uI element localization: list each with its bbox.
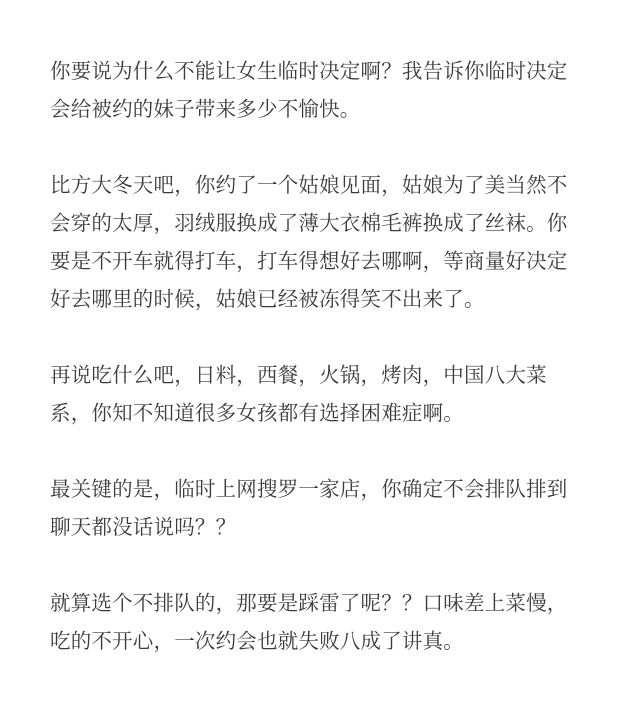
paragraph-line: 会穿的太厚，羽绒服换成了薄大衣棉毛裤换成了丝袜。你	[50, 211, 568, 235]
paragraph-line: 最关键的是，临时上网搜罗一家店，你确定不会排队排到	[50, 477, 568, 501]
paragraph-line: 会给被约的妹子带来多少不愉快。	[50, 97, 361, 121]
paragraph-line: 好去哪里的时候，姑娘已经被冻得笑不出来了。	[50, 287, 485, 311]
paragraph-2	[50, 166, 610, 318]
paragraph-line: 聊天都没话说吗？？	[50, 515, 237, 539]
paragraph-line: 再说吃什么吧，日料，西餐，火锅，烤肉，中国八大菜	[50, 363, 547, 387]
paragraph-line: 吃的不开心，一次约会也就失败八成了讲真。	[50, 629, 464, 653]
article-body	[50, 52, 610, 698]
paragraph-4	[50, 470, 610, 546]
paragraph-line: 系，你知不知道很多女孩都有选择困难症啊。	[50, 401, 464, 425]
paragraph-line: 要是不开车就得打车，打车得想好去哪啊，等商量好决定	[50, 249, 568, 273]
paragraph-1	[50, 52, 610, 128]
paragraph-5	[50, 584, 610, 660]
paragraph-3	[50, 356, 610, 432]
paragraph-line: 你要说为什么不能让女生临时决定啊？我告诉你临时决定	[50, 59, 568, 83]
paragraph-line: 比方大冬天吧，你约了一个姑娘见面，姑娘为了美当然不	[50, 173, 568, 197]
paragraph-line: 就算选个不排队的，那要是踩雷了呢？？口味差上菜慢，	[50, 591, 568, 615]
